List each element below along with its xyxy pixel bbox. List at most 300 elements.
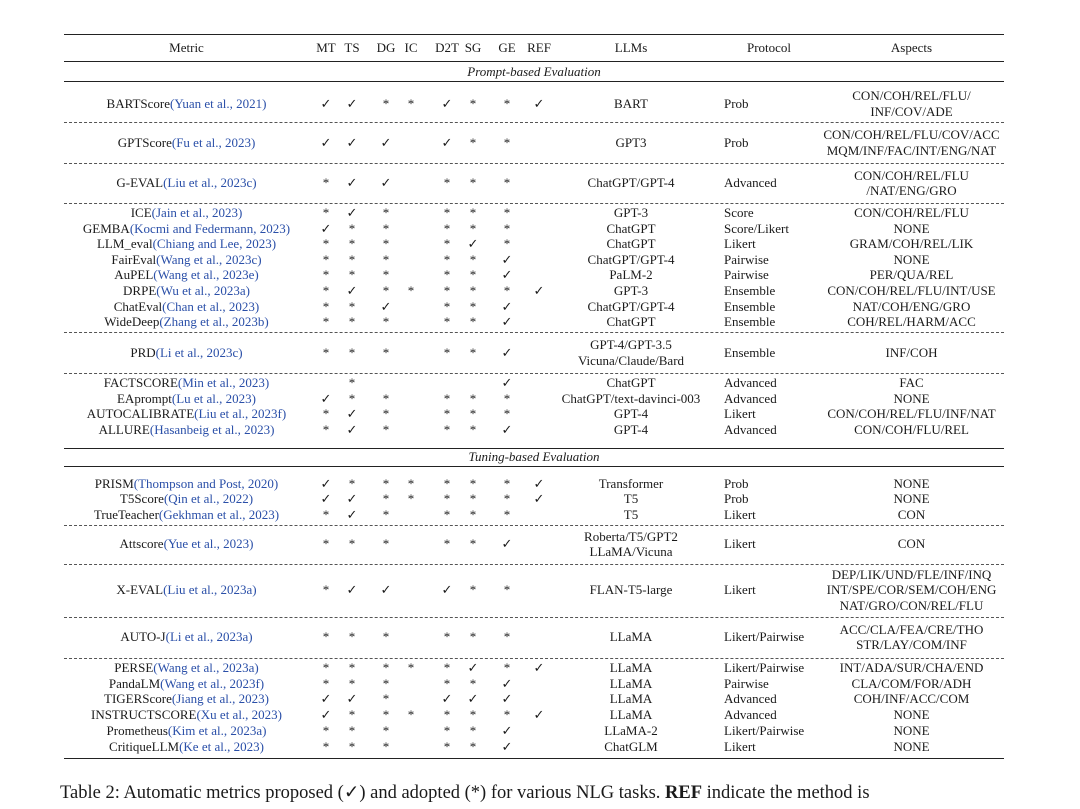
task-mark-ge: * [503, 491, 511, 507]
cell-llms [556, 527, 706, 561]
task-mark-ts: * [348, 536, 356, 552]
task-mark-mt: ✓ [320, 95, 332, 111]
metric-name [64, 660, 309, 676]
task-mark-ic [399, 334, 423, 371]
metric-label: TIGERScore [104, 691, 172, 707]
cell-line: CON/COH/REL/FLU [854, 167, 969, 183]
task-mark-ge: * [503, 707, 511, 723]
cell-protocol: Likert [724, 236, 756, 252]
task-mark-ts: ✓ [346, 491, 358, 507]
cell-llms: ChatGPT [606, 220, 656, 236]
task-mark-sg: * [469, 267, 477, 283]
task-mark-ic [399, 723, 423, 739]
column-header-d2t: D2T [435, 40, 459, 56]
task-mark-ic [399, 619, 423, 655]
task-mark-sg: * [469, 422, 477, 438]
cell-protocol: Prob [724, 134, 749, 150]
task-mark-dg: * [382, 390, 390, 406]
cell-llms: ChatGPT/text-davinci-003 [561, 390, 701, 406]
task-mark-d2t: * [443, 283, 451, 299]
task-mark-ref [524, 391, 554, 406]
task-mark-ic: * [407, 491, 415, 507]
task-mark-ref: ✓ [533, 707, 545, 723]
task-mark-d2t: * [443, 267, 451, 283]
task-mark-d2t: * [443, 536, 451, 552]
table-row [64, 476, 1004, 491]
table-row [64, 406, 1004, 422]
task-mark-mt: * [322, 175, 330, 191]
metric-label: Prometheus [106, 723, 168, 739]
task-mark-ic [399, 267, 423, 283]
cell-llms: T5 [623, 507, 639, 523]
task-mark-sg: ✓ [467, 691, 479, 707]
task-mark-ge: ✓ [501, 314, 513, 330]
cell-llms: Transformer [598, 475, 664, 491]
metric-name [64, 267, 309, 283]
column-header-metric: Metric [169, 40, 204, 56]
cell-aspects: FAC [899, 375, 924, 391]
task-mark-ge: * [503, 220, 511, 236]
column-header-ic: IC [404, 40, 418, 56]
task-mark-ge: * [503, 205, 511, 221]
task-mark-ts: * [348, 220, 356, 236]
citation-link[interactable]: (Liu et al., 2023c) [163, 175, 257, 191]
task-mark-ge: * [503, 582, 511, 598]
task-mark-ts: * [348, 629, 356, 645]
task-mark-ge: * [503, 406, 511, 422]
task-mark-ge: ✓ [501, 298, 513, 314]
task-mark-ic [399, 165, 423, 201]
cell-aspects: CON/COH/REL/FLU [854, 205, 969, 221]
cell-line: DEP/LIK/UND/FLE/INF/INQ [831, 566, 992, 582]
task-mark-mt: ✓ [320, 220, 332, 236]
task-mark-ref: ✓ [533, 95, 545, 111]
table-row [64, 236, 1004, 252]
task-mark-ref: ✓ [533, 660, 545, 676]
cell-aspects [819, 125, 1004, 160]
citation-link[interactable]: (Hasanbeig et al., 2023) [149, 422, 275, 438]
task-mark-sg: * [469, 723, 477, 739]
citation-link[interactable]: (Kim et al., 2023a) [167, 723, 267, 739]
metric-name [64, 707, 309, 723]
task-mark-ts: ✓ [346, 205, 358, 221]
task-mark-ic [399, 314, 423, 330]
task-mark-ref [524, 619, 554, 655]
task-mark-d2t: * [443, 236, 451, 252]
task-mark-ts: * [348, 251, 356, 267]
task-mark-sg: * [469, 491, 477, 507]
cell-aspects [819, 165, 1004, 201]
cell-line: MQM/INF/FAC/INT/ENG/NAT [826, 142, 997, 158]
cell-aspects: GRAM/COH/REL/LIK [849, 236, 974, 252]
metric-label: LLM_eval [96, 236, 153, 252]
citation-link[interactable]: (Lu et al., 2023) [171, 390, 256, 406]
cell-protocol: Ensemble [724, 283, 776, 299]
task-mark-ts: * [348, 660, 356, 676]
cell-protocol: Ensemble [724, 298, 776, 314]
task-mark-sg: ✓ [467, 236, 479, 252]
task-mark-ic: * [407, 95, 415, 111]
task-mark-ic: * [407, 707, 415, 723]
column-header-protocol: Protocol [746, 40, 792, 56]
task-mark-sg: * [469, 314, 477, 330]
cell-protocol: Likert/Pairwise [724, 660, 805, 676]
task-mark-d2t: * [443, 220, 451, 236]
cell-aspects [819, 566, 1004, 614]
cell-aspects: INF/COH [885, 344, 938, 360]
task-mark-d2t: * [443, 344, 451, 360]
cell-llms: LLaMA [609, 660, 653, 676]
task-mark-ic [399, 375, 423, 391]
task-mark-sg: * [469, 283, 477, 299]
metric-label: PRISM [94, 475, 134, 491]
citation-link[interactable]: (Chiang and Lee, 2023) [152, 236, 277, 252]
task-mark-ref [524, 739, 554, 754]
task-mark-ref [524, 236, 554, 252]
metric-name [64, 422, 309, 438]
table-row [64, 676, 1004, 691]
task-mark-mt: * [322, 723, 330, 739]
table-row [64, 125, 1004, 160]
task-mark-d2t: * [443, 707, 451, 723]
task-mark-dg: * [382, 507, 390, 523]
task-mark-ge: ✓ [501, 251, 513, 267]
metric-name [64, 375, 309, 391]
task-mark-sg: * [469, 475, 477, 491]
metric-label: TrueTeacher [93, 507, 159, 523]
task-mark-ic [399, 739, 423, 754]
cell-llms: FLAN-T5-large [589, 582, 673, 598]
cell-aspects: COH/INF/ACC/COM [853, 691, 970, 707]
cell-protocol: Prob [724, 491, 749, 507]
task-mark-ts: * [348, 375, 356, 391]
metric-label: INSTRUCTSCORE [90, 707, 197, 723]
task-mark-ts: * [348, 298, 356, 314]
metric-name [64, 299, 309, 314]
citation-link[interactable]: (Li et al., 2023c) [155, 344, 243, 360]
citation-link[interactable]: (Wang et al., 2023e) [153, 267, 259, 283]
citation-link[interactable]: (Min et al., 2023) [177, 375, 270, 391]
task-mark-ic [399, 299, 423, 314]
citation-link[interactable]: (Wang et al., 2023f) [160, 675, 265, 691]
cell-protocol: Prob [724, 95, 749, 111]
table-row [64, 691, 1004, 707]
metric-name [64, 165, 309, 201]
task-mark-d2t: * [443, 205, 451, 221]
task-mark-dg: * [382, 660, 390, 676]
cell-line: STR/LAY/COM/INF [856, 637, 967, 652]
metric-label: ALLURE [98, 422, 150, 438]
cell-llms: ChatGPT/GPT-4 [587, 251, 675, 267]
section-title-text: Tuning-based Evaluation [468, 448, 600, 464]
task-mark-mt: ✓ [320, 707, 332, 723]
metric-name [64, 739, 309, 754]
table-row [64, 527, 1004, 561]
metric-label: T5Score [119, 491, 164, 507]
metric-name [64, 619, 309, 655]
column-header-dg: DG [376, 40, 396, 56]
task-mark-ic: * [407, 660, 415, 676]
cell-aspects: NONE [893, 738, 930, 754]
cell-aspects: PER/QUA/REL [869, 267, 954, 283]
table-header [64, 36, 1004, 60]
cell-llms: ChatGPT/GPT-4 [587, 298, 675, 314]
task-mark-ic [399, 527, 423, 561]
task-mark-mt: * [322, 314, 330, 330]
citation-link[interactable]: (Yue et al., 2023) [163, 536, 254, 552]
cell-line: CON/COH/REL/FLU/ [852, 88, 971, 103]
metric-label: AuPEL [114, 267, 154, 283]
task-mark-ref [524, 205, 554, 221]
metric-name [64, 491, 309, 507]
cell-aspects: CON [897, 507, 926, 523]
task-mark-d2t: ✓ [441, 134, 453, 150]
table-row [64, 299, 1004, 314]
column-header-aspects: Aspects [890, 40, 933, 56]
task-mark-dg: * [382, 95, 390, 111]
task-mark-d2t: * [443, 738, 451, 754]
metric-label: CritiqueLLM [109, 738, 180, 754]
cell-protocol: Likert/Pairwise [724, 723, 805, 739]
cell-aspects: COH/REL/HARM/ACC [847, 314, 976, 330]
cell-aspects: CON/COH/REL/FLU/INF/NAT [827, 406, 996, 422]
cell-llms: GPT3 [615, 134, 647, 150]
cell-llms: LLaMA [609, 675, 653, 691]
task-mark-ic [399, 236, 423, 252]
task-mark-d2t: * [443, 491, 451, 507]
task-mark-ref [524, 676, 554, 691]
citation-link[interactable]: (Kocmi and Federmann, 2023) [129, 220, 291, 236]
cell-protocol: Pairwise [724, 267, 769, 283]
task-mark-ref [524, 566, 554, 614]
cell-llms: ChatGPT [606, 314, 656, 330]
task-mark-d2t [430, 375, 464, 391]
group-separator [64, 617, 1004, 618]
task-mark-ic [399, 221, 423, 236]
cell-llms: T5 [623, 491, 639, 507]
citation-link[interactable]: (Gekhman et al., 2023) [158, 507, 280, 523]
metric-label: DRPE [123, 283, 157, 299]
task-mark-dg: * [382, 251, 390, 267]
task-mark-sg: * [469, 220, 477, 236]
cell-protocol: Prob [724, 475, 749, 491]
metric-label: FACTSCORE [103, 375, 178, 391]
task-mark-ge: ✓ [501, 675, 513, 691]
task-mark-sg: * [469, 298, 477, 314]
cell-aspects: NONE [893, 723, 930, 739]
task-mark-dg: * [382, 475, 390, 491]
metric-name [64, 334, 309, 371]
task-mark-sg: * [469, 251, 477, 267]
task-mark-mt: * [322, 267, 330, 283]
task-mark-dg: * [382, 267, 390, 283]
task-mark-sg: * [469, 390, 477, 406]
metric-name [64, 236, 309, 252]
cell-protocol: Advanced [724, 375, 777, 391]
metric-name [64, 252, 309, 267]
cell-aspects: NONE [893, 491, 930, 507]
task-mark-ge: ✓ [501, 536, 513, 552]
task-mark-dg: * [382, 205, 390, 221]
metric-name [64, 314, 309, 330]
task-mark-mt: * [322, 629, 330, 645]
task-mark-ge: * [503, 134, 511, 150]
citation-link[interactable]: (Li et al., 2023a) [165, 629, 253, 645]
cell-llms: ChatGPT/GPT-4 [587, 175, 675, 191]
table-row [64, 391, 1004, 406]
group-separator [64, 122, 1004, 123]
citation-link[interactable]: (Xu et al., 2023) [196, 707, 283, 723]
task-mark-d2t: * [443, 422, 451, 438]
task-mark-sg: * [469, 582, 477, 598]
cell-aspects: CON [897, 536, 926, 552]
task-mark-dg: * [382, 536, 390, 552]
task-mark-ref: ✓ [533, 283, 545, 299]
task-mark-dg: * [382, 220, 390, 236]
task-mark-ge: ✓ [501, 691, 513, 707]
task-mark-ge: * [503, 629, 511, 645]
task-mark-d2t: * [443, 251, 451, 267]
task-mark-ts: ✓ [346, 134, 358, 150]
task-mark-ic [399, 691, 423, 707]
task-mark-d2t: * [443, 475, 451, 491]
group-separator [64, 373, 1004, 374]
table-row [64, 491, 1004, 507]
metric-name [64, 507, 309, 523]
task-mark-sg: * [469, 738, 477, 754]
cell-protocol: Score/Likert [724, 220, 789, 236]
cell-protocol: Likert [724, 738, 756, 754]
task-mark-ts: * [348, 314, 356, 330]
task-mark-d2t: * [443, 723, 451, 739]
task-mark-sg: * [469, 507, 477, 523]
task-mark-ref [524, 221, 554, 236]
task-mark-ge: * [503, 236, 511, 252]
cell-line: /NAT/ENG/GRO [866, 183, 957, 198]
citation-link[interactable]: (Yuan et al., 2021) [170, 95, 267, 111]
metric-label: AUTOCALIBRATE [86, 406, 195, 422]
task-mark-ts: ✓ [346, 406, 358, 422]
task-mark-ge: * [503, 283, 511, 299]
citation-link[interactable]: (Wang et al., 2023a) [153, 660, 259, 676]
metric-label: FairEval [111, 251, 157, 267]
task-mark-ic: * [407, 283, 415, 299]
cell-llms: LLaMA-2 [604, 723, 658, 739]
table-row [64, 375, 1004, 391]
citation-link[interactable]: (Thompson and Post, 2020) [133, 475, 279, 491]
task-mark-ge: ✓ [501, 723, 513, 739]
metrics-table [64, 34, 1004, 764]
cell-llms: GPT-4 [613, 406, 649, 422]
metric-label: G-EVAL [116, 175, 164, 191]
metric-name [64, 566, 309, 614]
cell-llms: PaLM-2 [609, 267, 653, 283]
task-mark-ts: * [348, 723, 356, 739]
cell-llms: ChatGPT [606, 236, 656, 252]
task-mark-d2t: * [443, 675, 451, 691]
table-row [64, 619, 1004, 655]
metric-label: WideDeep [104, 314, 160, 330]
task-mark-dg [374, 375, 398, 391]
task-mark-sg: * [469, 344, 477, 360]
task-mark-ts: * [348, 738, 356, 754]
cell-protocol: Likert [724, 406, 756, 422]
task-mark-ic [399, 205, 423, 221]
cell-llms: LLaMA [609, 691, 653, 707]
cell-llms: LLaMA [609, 707, 653, 723]
task-mark-ref [524, 527, 554, 561]
task-mark-mt: * [322, 738, 330, 754]
table-row [64, 334, 1004, 371]
cell-line: INT/SPE/COR/SEM/COH/ENG [826, 582, 997, 598]
task-mark-sg: * [469, 707, 477, 723]
task-mark-d2t: * [443, 660, 451, 676]
task-mark-ts: ✓ [346, 691, 358, 707]
citation-link[interactable]: (Zhang et al., 2023b) [159, 314, 269, 330]
task-mark-mt: * [322, 251, 330, 267]
table-row [64, 723, 1004, 739]
cell-aspects: INT/ADA/SUR/CHA/END [839, 660, 984, 676]
citation-link[interactable]: (Jiang et al., 2023) [171, 691, 269, 707]
citation-link[interactable]: (Fu et al., 2023) [171, 134, 256, 150]
task-mark-ic [399, 125, 423, 160]
citation-link[interactable]: (Liu et al., 2023a) [163, 582, 257, 598]
cell-protocol: Ensemble [724, 314, 776, 330]
group-separator [64, 163, 1004, 164]
table-row [64, 507, 1004, 523]
group-separator [64, 525, 1004, 526]
cell-line: Vicuna/Claude/Bard [577, 352, 685, 368]
task-mark-ic [399, 676, 423, 691]
citation-link[interactable]: (Wang et al., 2023c) [156, 251, 262, 267]
task-mark-ts: ✓ [346, 422, 358, 438]
task-mark-ge: ✓ [501, 422, 513, 438]
cell-llms [556, 334, 706, 371]
table-row [64, 739, 1004, 754]
cell-protocol: Ensemble [724, 344, 776, 360]
task-mark-d2t: * [443, 390, 451, 406]
task-mark-ge: ✓ [501, 344, 513, 360]
citation-link[interactable]: (Qin et al., 2022) [163, 491, 254, 507]
task-mark-ref [524, 375, 554, 391]
task-mark-mt: ✓ [320, 491, 332, 507]
task-mark-ref: ✓ [533, 475, 545, 491]
task-mark-mt: * [322, 536, 330, 552]
task-mark-ref [524, 691, 554, 707]
task-mark-ref [524, 723, 554, 739]
task-mark-mt: * [322, 422, 330, 438]
task-mark-mt: ✓ [320, 134, 332, 150]
task-mark-ref [524, 422, 554, 438]
task-mark-mt: * [322, 660, 330, 676]
table-row [64, 221, 1004, 236]
cell-llms: ChatGLM [604, 738, 658, 754]
citation-link[interactable]: (Jain et al., 2023) [151, 205, 243, 221]
group-separator [64, 564, 1004, 565]
citation-link[interactable]: (Chan et al., 2023) [162, 298, 260, 314]
task-mark-d2t: * [443, 406, 451, 422]
task-mark-ref [524, 165, 554, 201]
group-separator [64, 203, 1004, 204]
metric-label: PandaLM [108, 675, 161, 691]
citation-link[interactable]: (Wu et al., 2023a) [156, 283, 250, 299]
cell-protocol: Advanced [724, 691, 777, 707]
cell-protocol: Advanced [724, 175, 777, 191]
citation-link[interactable]: (Liu et al., 2023f) [194, 406, 287, 422]
citation-link[interactable]: (Ke et al., 2023) [179, 738, 264, 754]
column-header-llms: LLMs [614, 40, 648, 56]
task-mark-ref [524, 507, 554, 523]
